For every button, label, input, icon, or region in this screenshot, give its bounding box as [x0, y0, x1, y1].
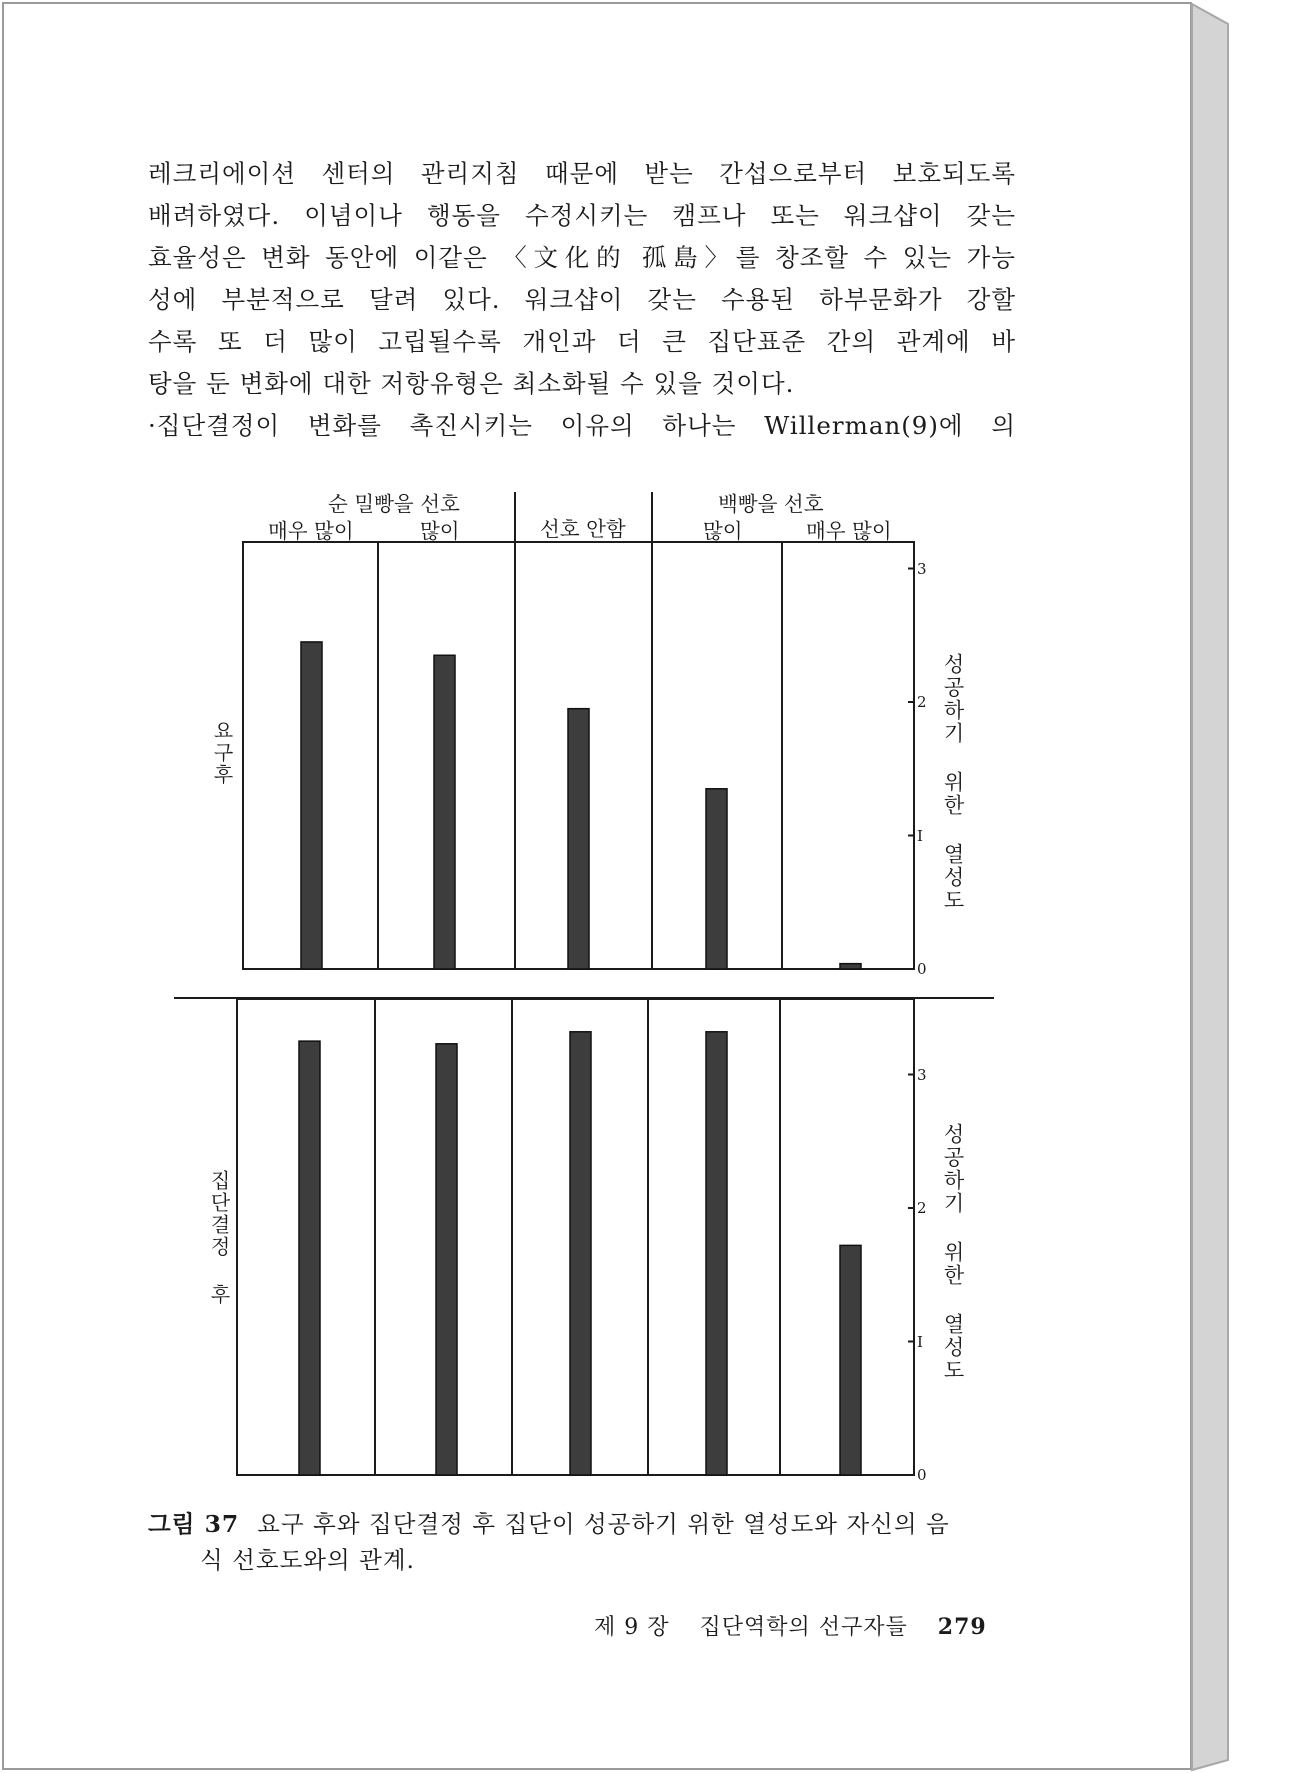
header-group-wheat: 순 밀빵을 선호 — [328, 492, 460, 516]
bar-request-3 — [568, 709, 589, 969]
figure-caption-line2: 식 선호도와의 관계. — [200, 1546, 416, 1574]
chapter-label: 제 9 장 — [594, 1615, 670, 1640]
bar-group-5 — [840, 1245, 861, 1475]
y-tick-label: 0 — [917, 1466, 927, 1484]
running-footer — [594, 1610, 987, 1641]
page-number: 279 — [937, 1614, 987, 1640]
figure-caption-line1 — [148, 1506, 950, 1542]
bar-group-2 — [436, 1044, 457, 1475]
paragraph-line: 효율성은 변화 동안에 이같은 〈文化的 孤島〉를 창조할 수 있는 가능 — [148, 243, 1016, 272]
y-tick-label: 3 — [917, 559, 927, 578]
paragraph-line: ·집단결정이 변화를 촉진시키는 이유의 하나는 Willerman(9)에 의 — [148, 411, 1016, 440]
bar-request-2 — [434, 655, 455, 969]
y-tick-label: 3 — [917, 1065, 927, 1084]
paragraph-line: 수록 또 더 많이 고립될수록 개인과 더 큰 집단표준 간의 관계에 바 — [148, 327, 1016, 356]
header-group-white: 백빵을 선호 — [718, 492, 824, 516]
y-tick-label: I — [917, 1332, 923, 1351]
bar-request-1 — [301, 642, 322, 969]
bar-group-4 — [706, 1032, 727, 1475]
paragraph-line: 배려하였다. 이념이나 행동을 수정시키는 캠프나 또는 워크샵이 갖는 — [148, 201, 1016, 230]
header-group-neutral: 선호 안함 — [540, 517, 626, 541]
y-axis-title-top: 성공하기 위한 열성도 — [941, 653, 965, 912]
header-sub-white-much: 많이 — [703, 519, 743, 543]
header-sub-white-very-much: 매우 많이 — [806, 519, 892, 543]
y-tick-label: 2 — [917, 1199, 927, 1217]
header-sub-wheat-much: 많이 — [420, 519, 460, 543]
y-tick-label: I — [917, 826, 923, 845]
bar-group-3 — [570, 1032, 591, 1475]
y-axis-title-bottom: 성공하기 위한 열성도 — [941, 1123, 965, 1382]
chapter-title: 집단역학의 선구자들 — [699, 1615, 908, 1640]
figure-number: 그림 37 — [148, 1510, 240, 1538]
y-tick-label: 0 — [917, 960, 927, 978]
paragraph-line: 레크리에이션 센터의 관리지침 때문에 받는 간섭으로부터 보호되도록 — [148, 159, 1016, 188]
bar-request-5 — [840, 964, 861, 969]
bar-request-4 — [706, 789, 727, 969]
caption-text-1: 요구 후와 집단결정 후 집단이 성공하기 위한 열성도와 자신의 음 — [257, 1510, 950, 1538]
paragraph-line: 탕을 둔 변화에 대한 저항유형은 최소화될 수 있을 것이다. — [148, 369, 795, 398]
bar-group-1 — [299, 1041, 320, 1475]
header-sub-wheat-very-much: 매우 많이 — [268, 519, 354, 543]
panel-label-request: 요구후 — [210, 720, 234, 786]
paragraph-line: 성에 부분적으로 달려 있다. 워크샵이 갖는 수용된 하부문화가 강할 — [148, 285, 1016, 314]
y-tick-label: 2 — [917, 693, 927, 711]
panel-label-group-decision: 집단결정 후 — [207, 1170, 231, 1306]
